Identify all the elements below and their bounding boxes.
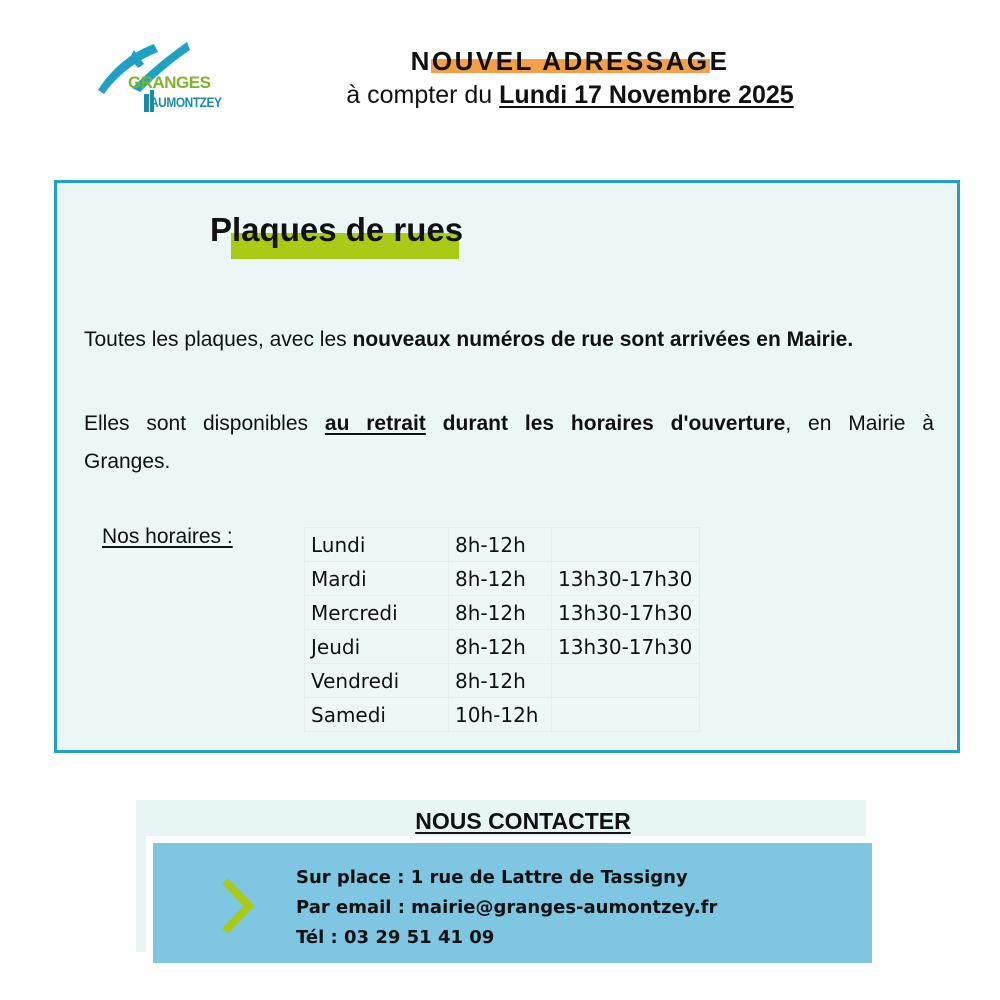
table-row [305,596,700,630]
hours-morning: 8h-12h [449,664,552,698]
hours-day: Lundi [305,528,449,562]
logo-line1: GRANGES [128,73,211,92]
hours-afternoon: 13h30-17h30 [552,630,700,664]
hours-day: Jeudi [305,630,449,664]
contact-details [296,863,717,953]
panel-title [210,211,463,249]
contact-email[interactable]: Par email : mairie@granges-aumontzey.fr [296,897,718,918]
contact-box [153,843,872,963]
hours-morning: 8h-12h [449,528,552,562]
hours-morning: 8h-12h [449,596,552,630]
hours-morning: 8h-12h [449,562,552,596]
hours-morning: 8h-12h [449,630,552,664]
info-panel [54,180,960,753]
hours-day: Vendredi [305,664,449,698]
page-title-text: NOUVEL ADRESSAGE [410,46,730,76]
hours-afternoon [552,528,700,562]
p1-prefix: Toutes les plaques, avec les [84,328,353,351]
hours-afternoon [552,664,700,698]
contact-title: NOUS CONTACTER [415,808,631,834]
contact-address: Sur place : 1 rue de Lattre de Tassigny [296,867,688,888]
p1-bold: nouveaux numéros de rue sont arrivées en Mairie. [352,328,854,351]
page-title [411,46,730,77]
hours-morning: 10h-12h [449,698,552,732]
paragraph-retrait [84,405,934,481]
hours-afternoon: 13h30-17h30 [552,596,700,630]
header [300,46,840,110]
hours-day: Samedi [305,698,449,732]
p2-suffix: , en Mairie à Granges. [84,412,934,473]
subtitle-date: Lundi 17 Novembre 2025 [499,81,794,109]
table-row [305,664,700,698]
logo-line2: AUMONTZEY [150,94,222,110]
hours-day: Mercredi [305,596,449,630]
hours-day: Mardi [305,562,449,596]
hours-table [304,527,700,732]
p2-bold: durant les horaires d'ouverture [425,412,786,435]
p2-underlined: au retrait [324,412,426,435]
subtitle-prefix: à compter du [346,81,493,109]
table-row [305,528,700,562]
hours-label: Nos horaires : [102,525,233,548]
granges-aumontzey-logo [92,38,242,116]
contact-phone[interactable]: Tél : 03 29 51 41 09 [296,927,495,948]
p2-prefix: Elles sont disponibles [84,412,325,435]
page-subtitle [300,81,840,110]
panel-title-text: Plaques de rues [210,211,464,248]
table-row [305,562,700,596]
paragraph-plaques [84,328,934,352]
hours-afternoon [552,698,700,732]
table-row [305,630,700,664]
table-row [305,698,700,732]
hours-afternoon: 13h30-17h30 [552,562,700,596]
chevron-right-icon [219,877,255,935]
